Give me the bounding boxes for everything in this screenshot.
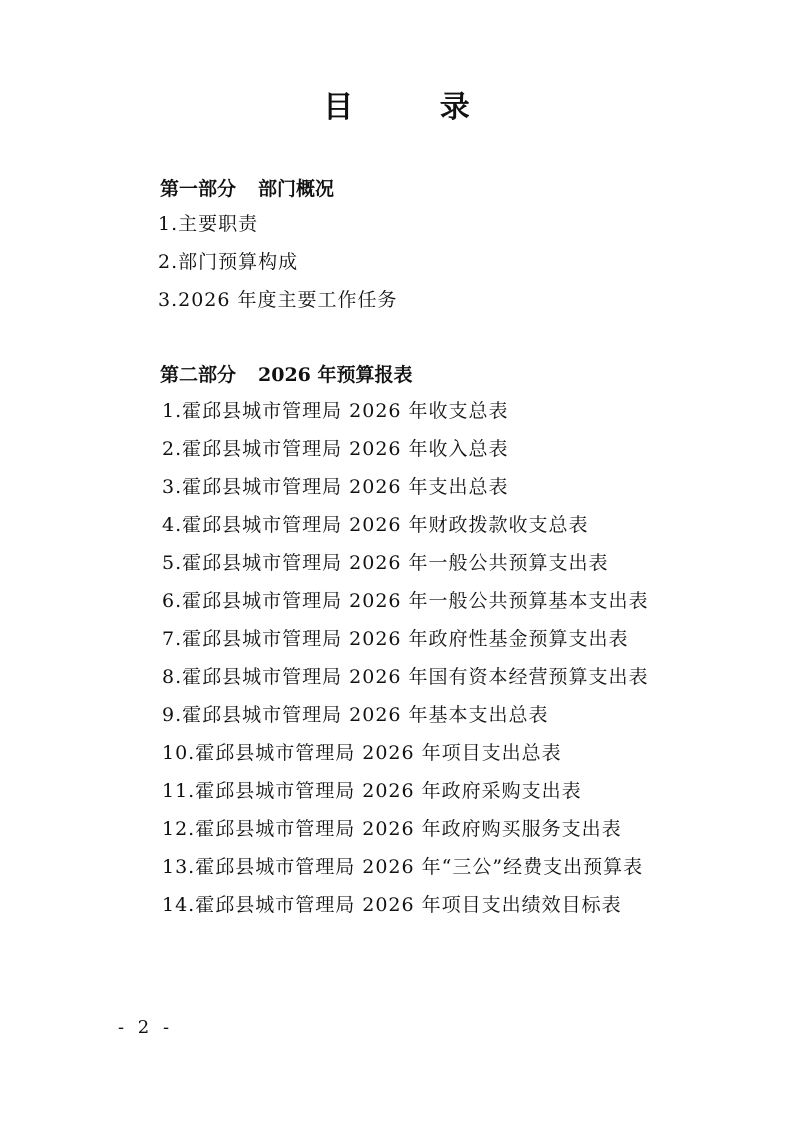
toc-list-part2 (162, 392, 649, 924)
toc-item: 5.霍邱县城市管理局 2026 年一般公共预算支出表 (162, 552, 609, 574)
page-number: - 2 - (118, 1017, 174, 1038)
section-name: 2026 年预算报表 (258, 364, 413, 386)
toc-item: 9.霍邱县城市管理局 2026 年基本支出总表 (162, 704, 549, 726)
toc-list-part1 (158, 205, 398, 319)
toc-item: 4.霍邱县城市管理局 2026 年财政拨款收支总表 (162, 514, 589, 536)
toc-item: 13.霍邱县城市管理局 2026 年“三公”经费支出预算表 (162, 856, 644, 878)
section-label: 第二部分 (160, 364, 237, 386)
toc-item: 2.部门预算构成 (158, 251, 299, 273)
toc-item: 3.霍邱县城市管理局 2026 年支出总表 (162, 476, 509, 498)
toc-item: 8.霍邱县城市管理局 2026 年国有资本经营预算支出表 (162, 666, 649, 688)
toc-item: 14.霍邱县城市管理局 2026 年项目支出绩效目标表 (162, 894, 622, 916)
toc-item: 12.霍邱县城市管理局 2026 年政府购买服务支出表 (162, 818, 622, 840)
toc-item: 10.霍邱县城市管理局 2026 年项目支出总表 (162, 742, 562, 764)
toc-item: 7.霍邱县城市管理局 2026 年政府性基金预算支出表 (162, 628, 629, 650)
toc-item: 2.霍邱县城市管理局 2026 年收入总表 (162, 438, 509, 460)
section-name: 部门概况 (258, 178, 335, 200)
toc-item: 11.霍邱县城市管理局 2026 年政府采购支出表 (162, 780, 582, 802)
section-heading-part2 (160, 362, 413, 388)
section-heading-part1 (160, 176, 334, 202)
toc-item: 6.霍邱县城市管理局 2026 年一般公共预算基本支出表 (162, 590, 649, 612)
toc-item: 1.主要职责 (158, 213, 259, 235)
page-title: 目 录 (323, 90, 508, 125)
toc-item: 1.霍邱县城市管理局 2026 年收支总表 (162, 400, 509, 422)
section-label: 第一部分 (160, 178, 237, 200)
toc-item: 3.2026 年度主要工作任务 (158, 289, 398, 311)
